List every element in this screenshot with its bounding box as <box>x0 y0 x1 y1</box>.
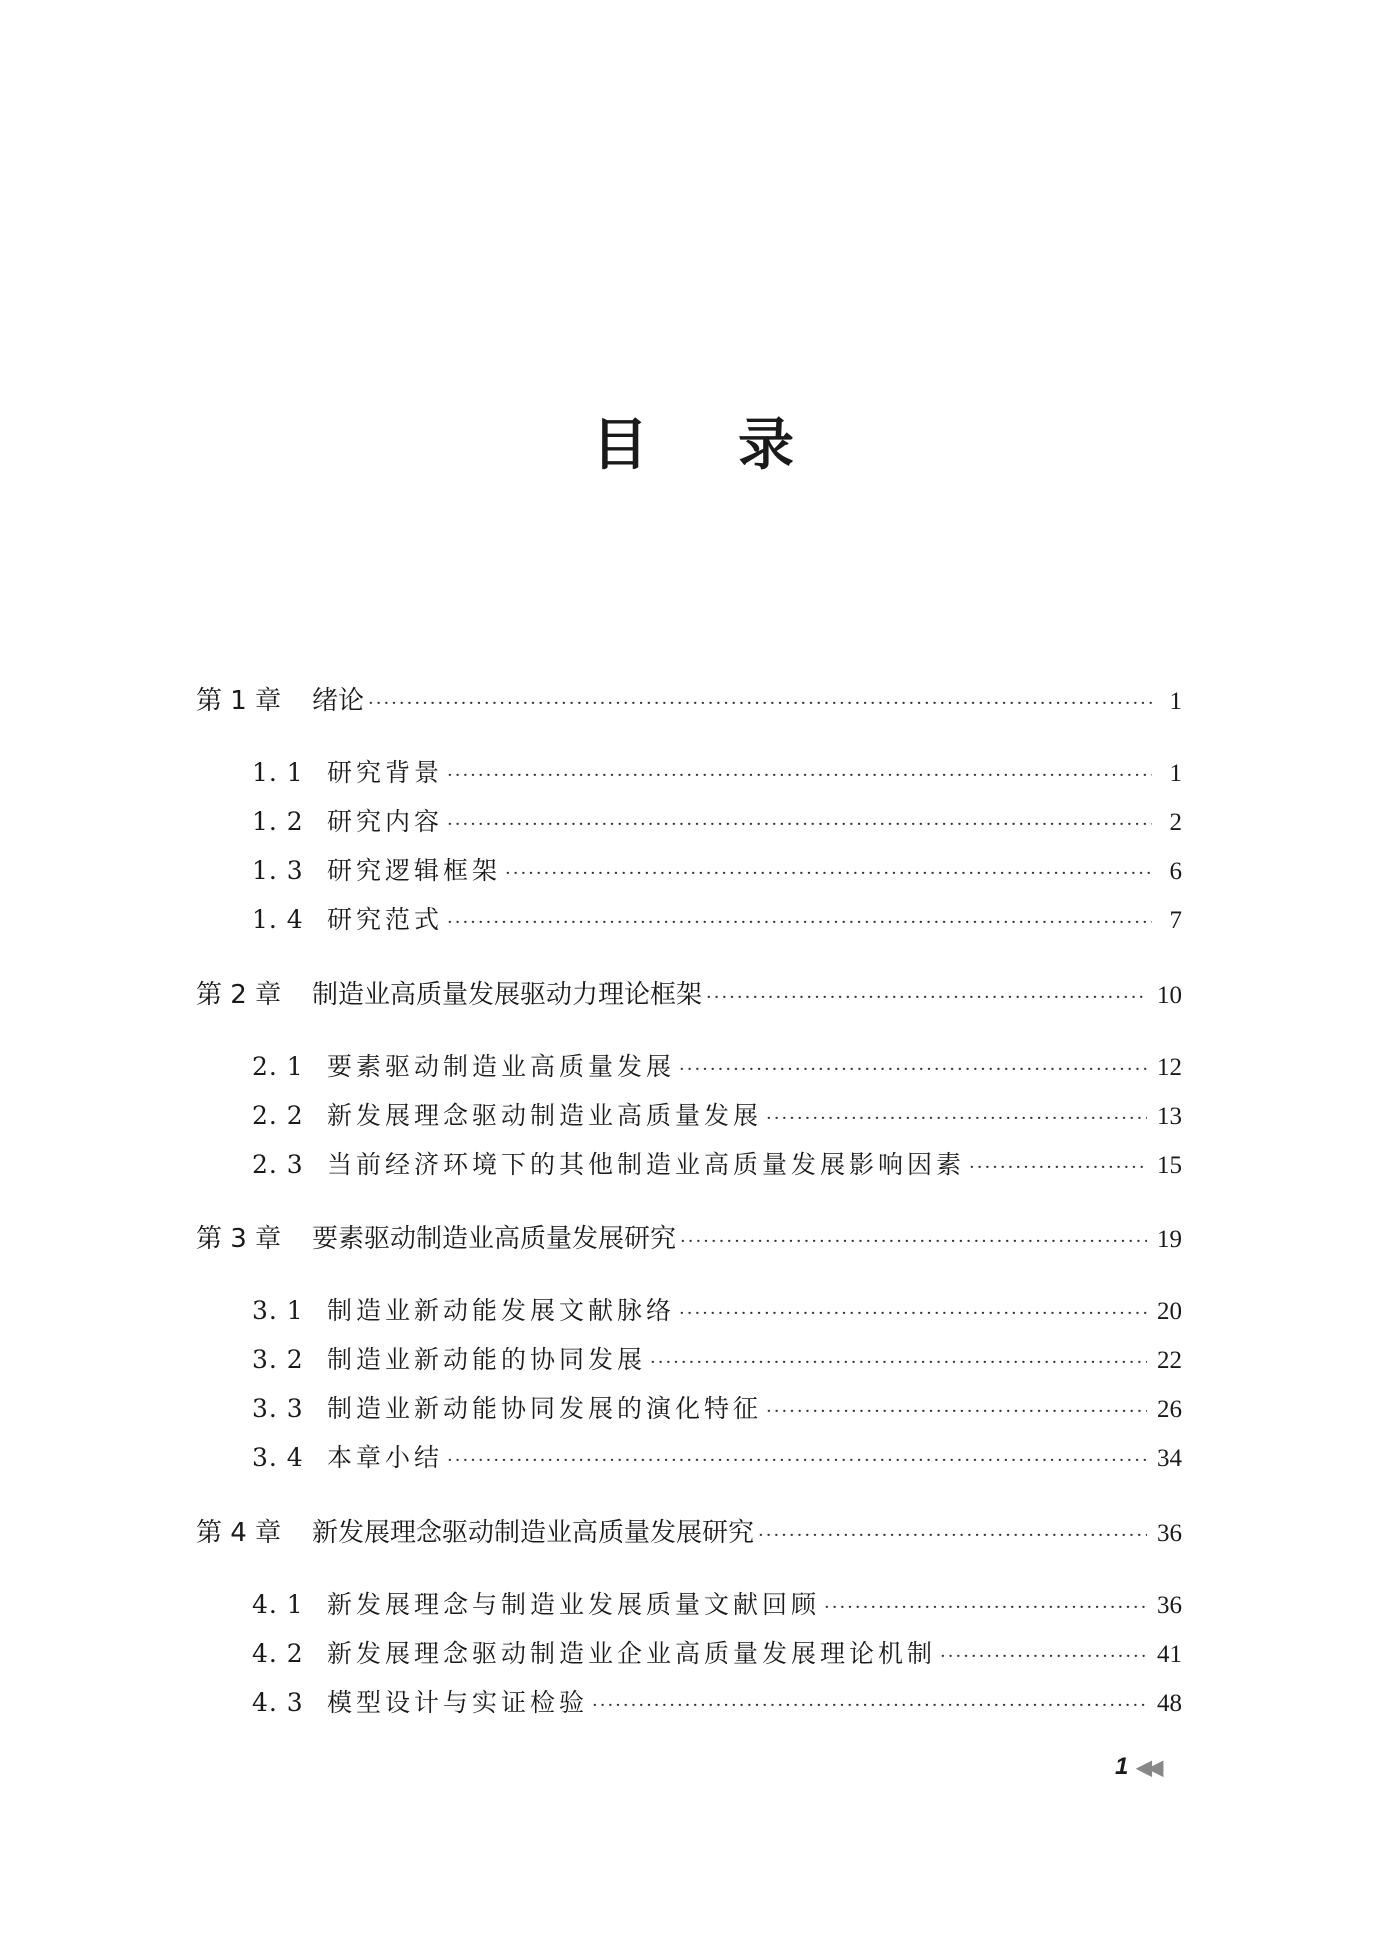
entry-number: 3. 3 <box>252 1394 304 1423</box>
entry-number: 4. 2 <box>252 1639 304 1668</box>
entry-title: 当前经济环境下的其他制造业高质量发展影响因素 <box>327 1150 966 1179</box>
entry-number: 第 1 章 <box>196 686 282 716</box>
dot-leader <box>758 1525 1147 1546</box>
dot-leader <box>766 1108 1147 1129</box>
toc-entry-section-4-3[interactable] <box>252 1683 1182 1719</box>
dot-leader <box>447 765 1152 786</box>
entry-title: 绪论 <box>312 686 365 716</box>
dot-leader <box>679 1303 1147 1324</box>
entry-number: 3. 2 <box>252 1345 304 1374</box>
dot-leader <box>706 987 1147 1008</box>
entry-number: 3. 4 <box>252 1443 304 1472</box>
entry-page: 19 <box>1157 1226 1182 1253</box>
dot-leader <box>447 912 1152 933</box>
entry-number: 第 3 章 <box>196 1224 282 1254</box>
entry-page: 13 <box>1157 1103 1182 1130</box>
dot-leader <box>940 1646 1147 1667</box>
footer-page-number: 1 <box>1115 1753 1129 1780</box>
toc-entry-section-1-1[interactable] <box>252 753 1182 789</box>
entry-number: 第 2 章 <box>196 980 282 1010</box>
toc-entry-chapter-4[interactable] <box>196 1512 1182 1549</box>
toc-entry-section-3-3[interactable] <box>252 1389 1182 1425</box>
entry-number: 4. 3 <box>252 1688 304 1717</box>
toc-entry-section-3-1[interactable] <box>252 1291 1182 1327</box>
toc-entry-section-1-3[interactable] <box>252 851 1182 887</box>
entry-number: 1. 4 <box>252 905 304 934</box>
toc-entry-section-3-4[interactable] <box>252 1438 1182 1474</box>
page-footer <box>1115 1753 1159 1781</box>
dot-leader <box>505 863 1152 884</box>
entry-title: 研究内容 <box>327 807 444 836</box>
dot-leader <box>447 814 1152 835</box>
entry-title: 研究范式 <box>327 905 444 934</box>
toc-entry-section-2-1[interactable] <box>252 1047 1182 1083</box>
entry-page: 34 <box>1157 1445 1182 1472</box>
double-left-arrow-icon: ◀◀ <box>1136 1756 1160 1779</box>
entry-number: 2. 3 <box>252 1150 304 1179</box>
entry-title: 本章小结 <box>327 1443 444 1472</box>
entry-page: 20 <box>1157 1298 1182 1325</box>
entry-title: 新发展理念驱动制造业高质量发展研究 <box>312 1518 755 1548</box>
entry-number: 第 4 章 <box>196 1518 282 1548</box>
entry-page: 7 <box>1169 907 1182 934</box>
entry-page: 48 <box>1157 1690 1182 1717</box>
dot-leader <box>824 1597 1147 1618</box>
entry-page: 26 <box>1157 1396 1182 1423</box>
entry-page: 12 <box>1157 1054 1182 1081</box>
entry-number: 1. 3 <box>252 856 304 885</box>
toc-entry-section-3-2[interactable] <box>252 1340 1182 1376</box>
entry-page: 1 <box>1169 760 1182 787</box>
dot-leader <box>766 1401 1147 1422</box>
dot-leader <box>368 693 1152 714</box>
toc-entry-section-4-1[interactable] <box>252 1585 1182 1621</box>
toc-entry-chapter-1[interactable] <box>196 680 1182 717</box>
toc-entry-section-2-2[interactable] <box>252 1096 1182 1132</box>
entry-page: 36 <box>1157 1592 1182 1619</box>
toc-entry-section-1-4[interactable] <box>252 900 1182 936</box>
dot-leader <box>447 1450 1147 1471</box>
entry-title: 制造业新动能协同发展的演化特征 <box>327 1394 763 1423</box>
entry-title: 制造业新动能发展文献脉络 <box>327 1296 676 1325</box>
entry-title: 研究逻辑框架 <box>327 856 502 885</box>
entry-title: 新发展理念与制造业发展质量文献回顾 <box>327 1590 821 1619</box>
entry-page: 1 <box>1169 688 1182 715</box>
toc-entry-section-2-3[interactable] <box>252 1145 1182 1181</box>
entry-number: 4. 1 <box>252 1590 304 1619</box>
entry-title: 要素驱动制造业高质量发展研究 <box>312 1224 677 1254</box>
entry-page: 22 <box>1157 1347 1182 1374</box>
dot-leader <box>679 1059 1147 1080</box>
entry-number: 1. 1 <box>252 758 304 787</box>
entry-title: 研究背景 <box>327 758 444 787</box>
page-title <box>0 413 1386 478</box>
entry-title: 要素驱动制造业高质量发展 <box>327 1052 676 1081</box>
entry-number: 2. 1 <box>252 1052 304 1081</box>
entry-title: 制造业高质量发展驱动力理论框架 <box>312 980 703 1010</box>
entry-title: 模型设计与实证检验 <box>327 1688 589 1717</box>
toc-entry-section-1-2[interactable] <box>252 802 1182 838</box>
entry-title: 新发展理念驱动制造业企业高质量发展理论机制 <box>327 1639 937 1668</box>
entry-title: 制造业新动能的协同发展 <box>327 1345 647 1374</box>
title-char-right: 录 <box>738 413 794 478</box>
entry-page: 2 <box>1169 809 1182 836</box>
entry-page: 36 <box>1157 1520 1182 1547</box>
dot-leader <box>680 1231 1147 1252</box>
toc-entry-section-4-2[interactable] <box>252 1634 1182 1670</box>
entry-number: 2. 2 <box>252 1101 304 1130</box>
entry-title: 新发展理念驱动制造业高质量发展 <box>327 1101 763 1130</box>
entry-page: 10 <box>1157 982 1182 1009</box>
dot-leader <box>650 1352 1147 1373</box>
dot-leader <box>969 1157 1147 1178</box>
entry-number: 1. 2 <box>252 807 304 836</box>
entry-page: 15 <box>1157 1152 1182 1179</box>
entry-number: 3. 1 <box>252 1296 304 1325</box>
entry-page: 6 <box>1169 858 1182 885</box>
entry-page: 41 <box>1157 1641 1182 1668</box>
toc-entry-chapter-3[interactable] <box>196 1218 1182 1255</box>
toc-entry-chapter-2[interactable] <box>196 974 1182 1011</box>
dot-leader <box>592 1695 1147 1716</box>
title-char-left: 目 <box>592 413 648 478</box>
